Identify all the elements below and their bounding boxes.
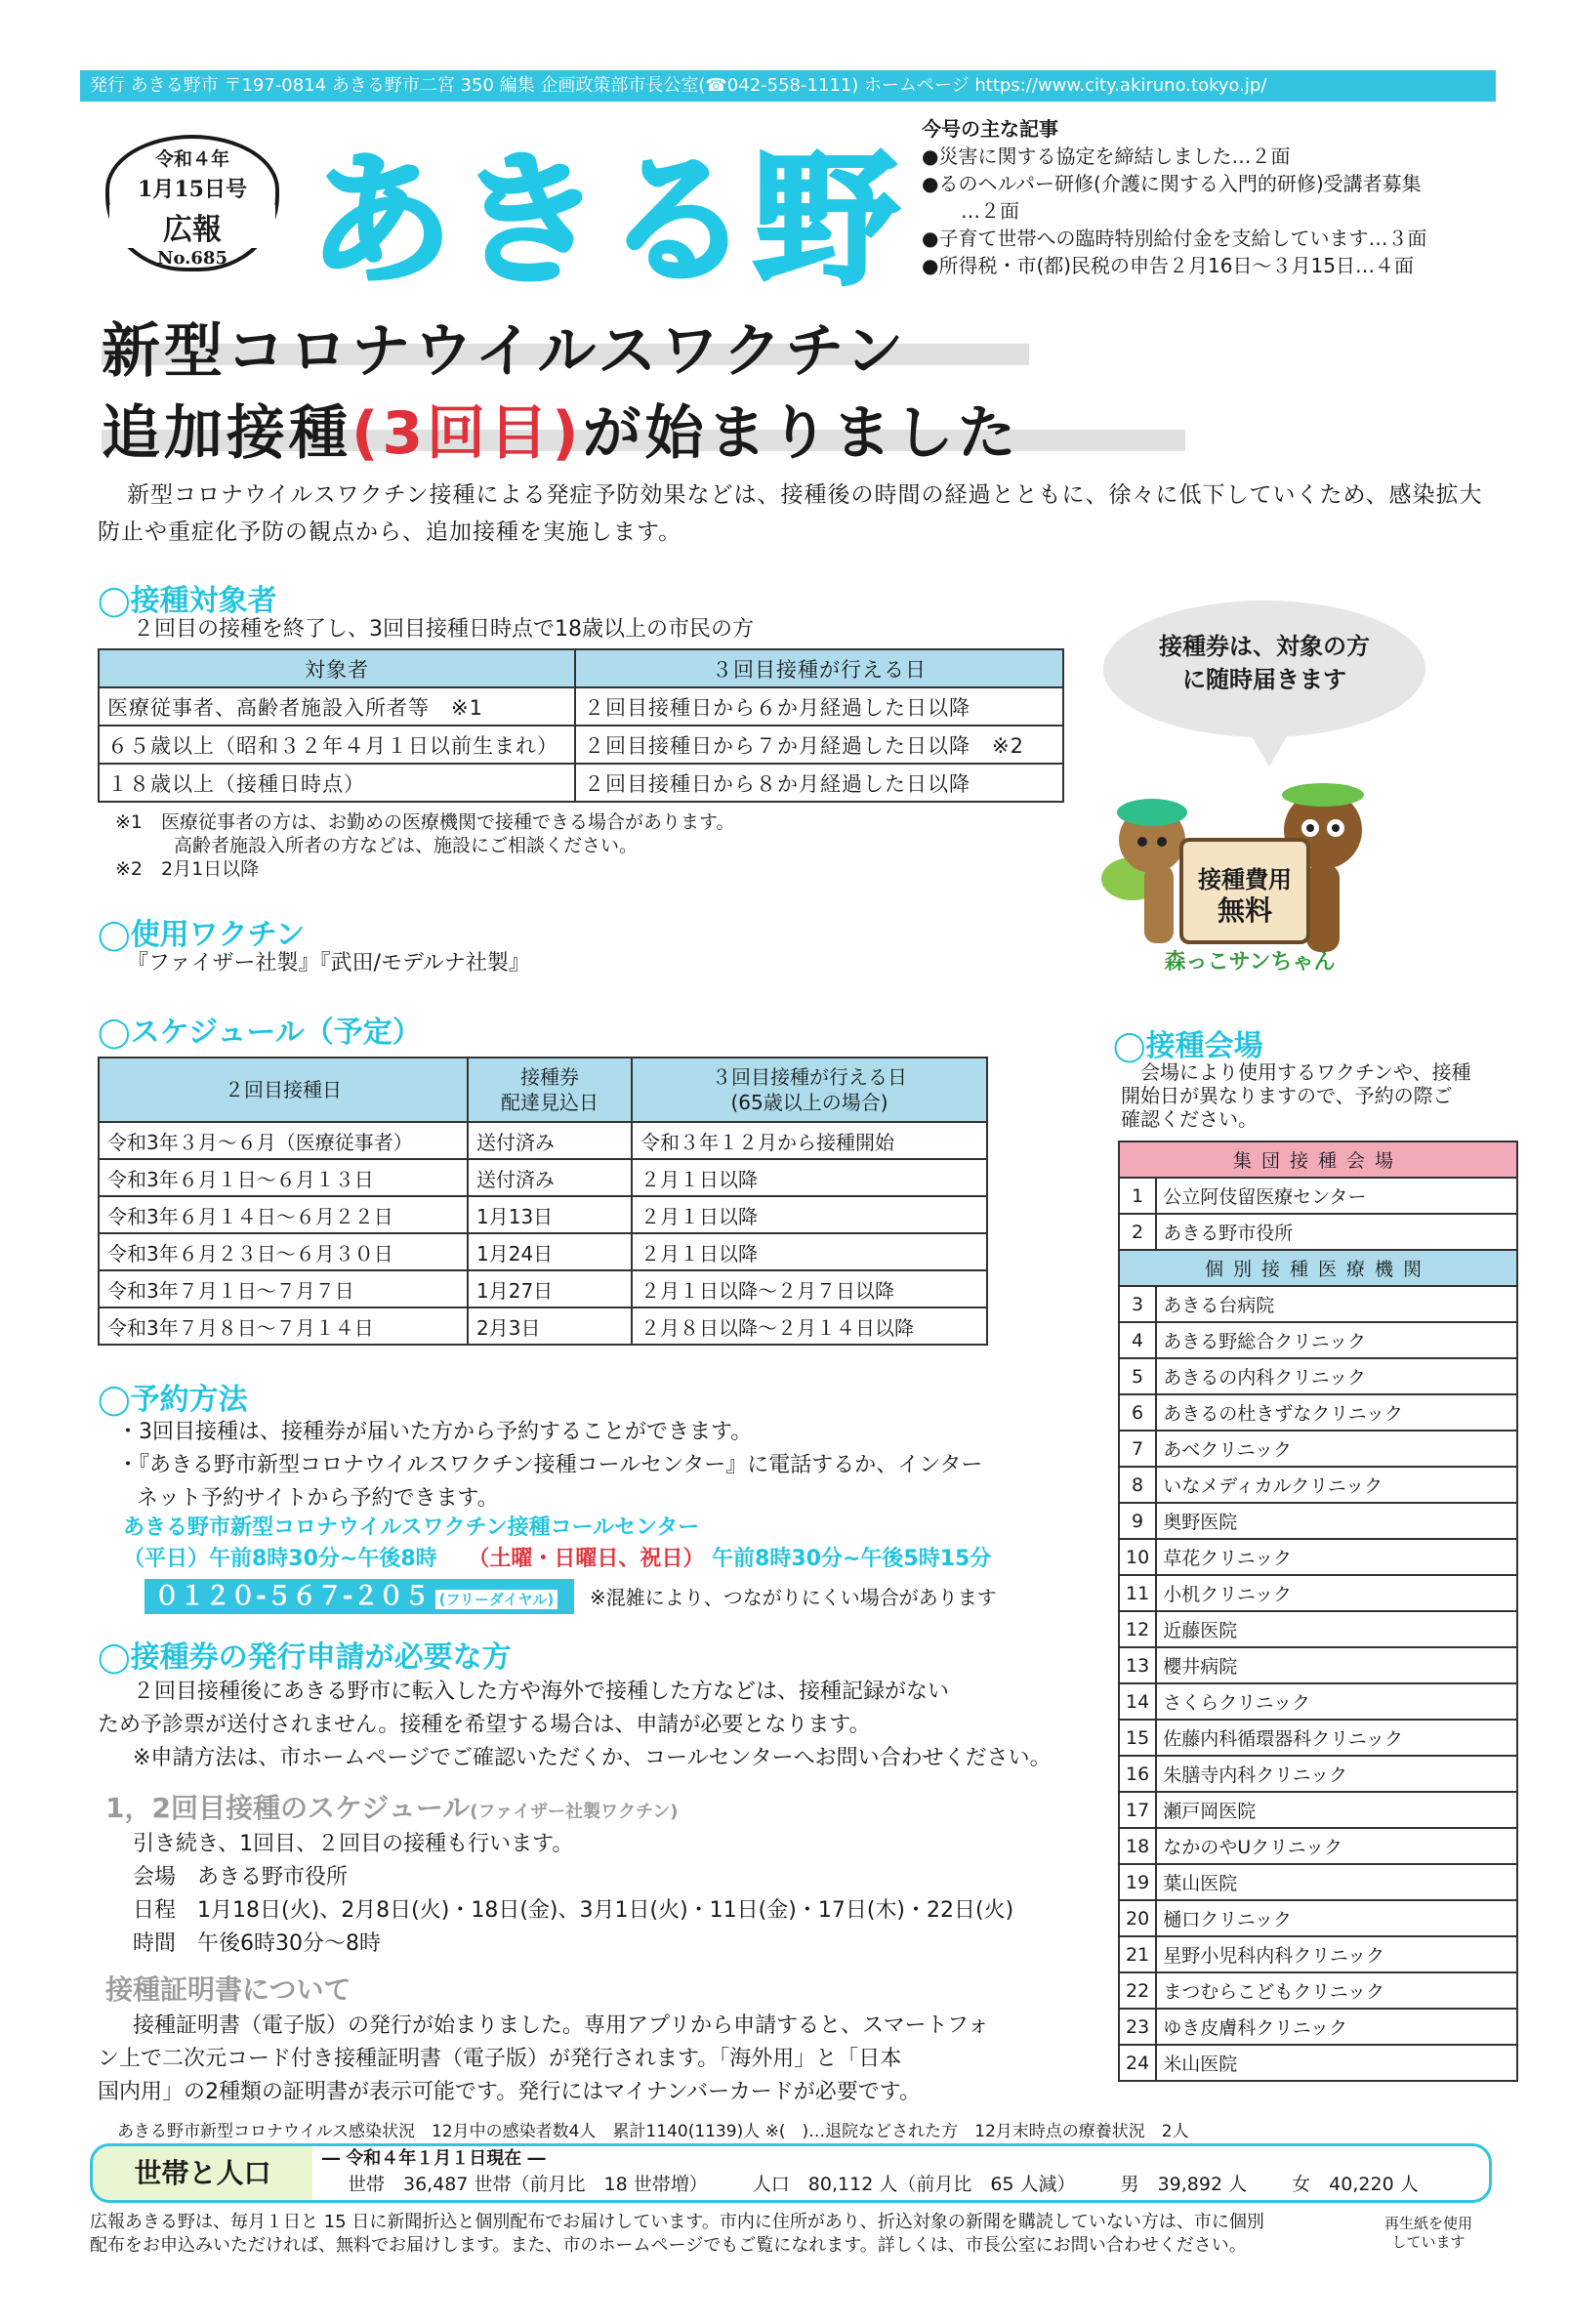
section-title-vaccine: ◯使用ワクチン xyxy=(98,918,306,952)
time-label: 時間 xyxy=(133,1931,177,1956)
venue-name: まつむらこどもクリニック xyxy=(1156,1972,1517,2009)
table-header: 接種券 配達見込日 xyxy=(468,1058,632,1122)
table-cell: 医療従事者、高齢者施設入所者等 ※1 xyxy=(99,687,575,726)
first-second-venue xyxy=(133,1861,348,1894)
phone-note: ※混雑により、つながりにくい場合があります xyxy=(590,1586,997,1609)
venue-number: 11 xyxy=(1119,1575,1156,1611)
table-cell: ２月１日以降 xyxy=(632,1233,987,1270)
table-row xyxy=(99,764,1063,802)
table-cell: 令和3年７月８日～７月１４日 xyxy=(99,1307,468,1345)
phone-number: ０１２０-５６７-２０５ xyxy=(154,1582,430,1611)
venue-number: 18 xyxy=(1119,1828,1156,1864)
table-cell: １８歳以上（接種日時点） xyxy=(99,764,575,802)
table-row xyxy=(99,687,1063,726)
table-cell: ２回目接種日から８か月経過した日以降 xyxy=(575,764,1063,802)
venue-row xyxy=(1119,1431,1517,1467)
venue-row xyxy=(1119,2045,1517,2081)
reserve-line: ・3回目接種は、接種券が届いた方から予約することができます。 xyxy=(117,1420,753,1444)
table-cell: 令和3年６月１日～６月１３日 xyxy=(99,1159,468,1196)
publisher-bar: 発行 あきる野市 〒197-0814 あきる野市二宮 350 編集 企画政策部市長公室(☎042-558-1111) ホームページ https://www.city.akiruno.tokyo.jp/ xyxy=(80,70,1496,102)
table-cell: 令和３年１２月から接種開始 xyxy=(632,1122,987,1159)
vaccine-text: 『ファイザー社製』『武田/モデルナ社製』 xyxy=(127,951,530,975)
venue-row xyxy=(1119,1828,1517,1864)
note: ※1 医療従事者の方は、お勤めの医療機関で接種できる場合があります。 xyxy=(115,811,735,833)
note: ※2 2月1日以降 xyxy=(115,858,260,880)
table-header-row xyxy=(99,649,1063,687)
reserve-line: ネット予約サイトから予約できます。 xyxy=(137,1486,499,1511)
table-cell: ２月８日以降～２月１４日以降 xyxy=(632,1307,987,1345)
contents-item: ●所得税・市(都)民税の申告２月16日～３月15日…４面 xyxy=(922,254,1414,277)
venue-row xyxy=(1119,1792,1517,1828)
certificate-line: 国内用」の2種類の証明書が表示可能です。発行にはマイナンバーカードが必要です。 xyxy=(98,2080,921,2104)
venue-row xyxy=(1119,1178,1517,1214)
venue-number: 21 xyxy=(1119,1936,1156,1972)
venue-name: あきる台病院 xyxy=(1156,1286,1517,1322)
sign-text: 接種費用 xyxy=(1198,866,1292,893)
bubble-text: に随時届きます xyxy=(1182,666,1346,693)
venue-name: あきる野市役所 xyxy=(1156,1214,1517,1250)
target-table xyxy=(98,648,1064,803)
section-title-target: ◯接種対象者 xyxy=(98,584,277,618)
venue-name: さくらクリニック xyxy=(1156,1683,1517,1720)
venues-desc-line: 開始日が異なりますので、予約の際ご xyxy=(1121,1084,1453,1107)
venues-description xyxy=(1121,1060,1471,1131)
venue-name: 櫻井病院 xyxy=(1156,1647,1517,1683)
venue-number: 23 xyxy=(1119,2009,1156,2045)
venue-row xyxy=(1119,1575,1517,1611)
venue-row xyxy=(1119,1503,1517,1539)
venue-row xyxy=(1119,1900,1517,1936)
contents-item: ●るのヘルパー研修(介護に関する入門的研修)受講者募集 xyxy=(922,172,1422,195)
table-cell: 1月13日 xyxy=(468,1196,632,1233)
venue-name: あきるの内科クリニック xyxy=(1156,1358,1517,1394)
venue-number: 24 xyxy=(1119,2045,1156,2081)
venue-number: 6 xyxy=(1119,1394,1156,1431)
table-row xyxy=(99,1307,987,1345)
mascot-illustration xyxy=(1084,771,1377,986)
table-row xyxy=(99,1122,987,1159)
certificate-line: 接種証明書（電子版）の発行が始まりました。専用アプリから申請すると、スマートフォ xyxy=(133,2013,989,2038)
recycled-paper-note xyxy=(1384,2215,1472,2252)
venue-row xyxy=(1119,1539,1517,1575)
section-title-schedule: ◯スケジュール（予定） xyxy=(98,1016,422,1050)
first-second-time xyxy=(133,1928,381,1961)
issue-number: No.685 xyxy=(157,248,227,269)
venue-row xyxy=(1119,1647,1517,1683)
venue-row xyxy=(1119,1394,1517,1431)
table-header-row xyxy=(99,1058,987,1122)
weekend-label: （土曜・日曜日、祝日） xyxy=(468,1547,705,1571)
contents-item: …２面 xyxy=(961,199,1019,223)
venue-name: 草花クリニック xyxy=(1156,1539,1517,1575)
table-cell: 令和3年６月１４日～６月２２日 xyxy=(99,1196,468,1233)
table-cell: 送付済み xyxy=(468,1122,632,1159)
first-second-date xyxy=(133,1894,1013,1928)
headline-part: が始まりました xyxy=(582,399,1020,468)
venue-name: 公立阿伎留医療センター xyxy=(1156,1178,1517,1214)
venue-name: なかのやUクリニック xyxy=(1156,1828,1517,1864)
contents-item: ●災害に関する協定を締結しました…２面 xyxy=(922,145,1291,168)
venue-row xyxy=(1119,1683,1517,1720)
venue-number: 8 xyxy=(1119,1467,1156,1503)
target-notes xyxy=(115,810,735,881)
issue-era: 令和４年 xyxy=(154,148,229,170)
first-second-heading: 1，2回目接種のスケジュール xyxy=(105,1792,471,1824)
first-second-subheading: (ファイザー社製ワクチン) xyxy=(470,1802,679,1822)
contents-item: ●子育て世帯への臨時特別給付金を支給しています…３面 xyxy=(922,227,1427,250)
venue-number: 17 xyxy=(1119,1792,1156,1828)
venue-name: 小机クリニック xyxy=(1156,1575,1517,1611)
headline-line1: 新型コロナウイルスワクチン xyxy=(102,317,908,386)
headline-line2 xyxy=(102,387,1020,471)
bubble-text: 接種券は、対象の方 xyxy=(1159,633,1370,660)
venue-name: 佐藤内科循環器科クリニック xyxy=(1156,1720,1517,1756)
table-cell: ２回目接種日から７か月経過した日以降 ※2 xyxy=(575,726,1063,764)
recycle-line: 再生紙を使用 xyxy=(1384,2215,1473,2232)
freedial-tag: (フリーダイヤル) xyxy=(435,1590,558,1609)
venue-number: 20 xyxy=(1119,1900,1156,1936)
recycle-line: しています xyxy=(1391,2233,1466,2251)
issue-badge xyxy=(105,135,279,271)
venue-row xyxy=(1119,1358,1517,1394)
venue-name: 朱膳寺内科クリニック xyxy=(1156,1756,1517,1792)
table-cell: 1月27日 xyxy=(468,1270,632,1307)
venues-table xyxy=(1118,1141,1518,2082)
venue-number: 9 xyxy=(1119,1503,1156,1539)
table-header: ３回目接種が行える日 (65歳以上の場合) xyxy=(632,1058,987,1122)
headline-part: 追加接種 xyxy=(102,399,351,468)
footer-notice xyxy=(90,2211,1264,2258)
venue-row xyxy=(1119,1972,1517,2009)
table-header: ３回目接種が行える日 xyxy=(575,649,1063,687)
venue-number: 22 xyxy=(1119,1972,1156,2009)
venue-name: 樋口クリニック xyxy=(1156,1900,1517,1936)
table-cell: 令和3年６月２３日～６月３０日 xyxy=(99,1233,468,1270)
venue-row xyxy=(1119,2009,1517,2045)
table-cell: 令和3年７月１日～７月７日 xyxy=(99,1270,468,1307)
people: 人口 80,112 人（前月比 65 人減） xyxy=(752,2174,1076,2195)
speech-bubble xyxy=(1103,601,1425,737)
table-row xyxy=(99,1270,987,1307)
certificate-title: 接種証明書について xyxy=(105,1973,351,2006)
issue-date: 1月15日号 xyxy=(138,177,247,202)
venue-name: 奥野医院 xyxy=(1156,1503,1517,1539)
venue-row xyxy=(1119,1720,1517,1756)
footer-line: 広報あきる野は、毎月１日と 15 日に新聞折込と個別配布でお届けしています。市内に住所があり、折込対象の新聞を購読していない方は、市に個別 xyxy=(90,2212,1264,2232)
time-value: 午後6時30分～8時 xyxy=(197,1931,382,1956)
table-header-row xyxy=(1119,1141,1517,1178)
masthead-title: あきる野 xyxy=(309,137,902,305)
venue-number: 13 xyxy=(1119,1647,1156,1683)
venue-value: あきる野市役所 xyxy=(197,1865,349,1889)
female: 女 40,220 人 xyxy=(1292,2174,1419,2195)
venue-number: 2 xyxy=(1119,1214,1156,1250)
male: 男 39,892 人 xyxy=(1120,2174,1248,2195)
venue-row xyxy=(1119,1864,1517,1900)
table-header: ２回目接種日 xyxy=(99,1058,468,1122)
footer-line: 配布をお申込みいただければ、無料でお届けします。また、市のホームページでもご覧になれます。詳しくは、市長公室にお問い合わせください。 xyxy=(90,2235,1247,2256)
intro-paragraph: 新型コロナウイルスワクチン接種による発症予防効果などは、接種後の時間の経過とともに、徐々に低下していくため、感染拡大防止や重症化予防の観点から、追加接種を実施します。 xyxy=(98,482,1483,545)
sign-text: 無料 xyxy=(1217,894,1272,927)
venue-row xyxy=(1119,1756,1517,1792)
venue-row xyxy=(1119,1214,1517,1250)
date-value: 1月18日(火)、2月8日(火)・18日(金)、3月1日(火)・11日(金)・17日(木)・22日(火) xyxy=(197,1898,1014,1923)
phone-number-link[interactable] xyxy=(145,1579,574,1614)
table-cell: ２回目接種日から６か月経過した日以降 xyxy=(575,687,1063,726)
venue-name: あきるの杜きずなクリニック xyxy=(1156,1394,1517,1431)
venue-label: 会場 xyxy=(133,1865,177,1889)
table-row xyxy=(99,1159,987,1196)
venue-name: 星野小児科内科クリニック xyxy=(1156,1936,1517,1972)
section-title-reservation: ◯予約方法 xyxy=(98,1383,248,1417)
contents-list xyxy=(922,115,1507,279)
infection-status: あきる野市新型コロナウイルス感染状況 12月中の感染者数4人 累計1140(1139)人 ※( )…退院などされた方 12月末時点の療養状況 2人 xyxy=(117,2122,1189,2141)
venue-name: 瀬戸岡医院 xyxy=(1156,1792,1517,1828)
venue-number: 5 xyxy=(1119,1358,1156,1394)
schedule-table xyxy=(98,1057,988,1346)
table-row xyxy=(99,1196,987,1233)
first-second-title xyxy=(105,1787,679,1826)
date-label: 日程 xyxy=(133,1898,177,1923)
venue-name: あべクリニック xyxy=(1156,1431,1517,1467)
weekend-hours: 午前8時30分~午後5時15分 xyxy=(712,1547,992,1571)
headline-highlight: (3回目) xyxy=(351,399,583,468)
venue-number: 3 xyxy=(1119,1286,1156,1322)
population-figures xyxy=(348,2170,1419,2196)
venue-row xyxy=(1119,1286,1517,1322)
venue-number: 12 xyxy=(1119,1611,1156,1647)
table-row xyxy=(99,1233,987,1270)
reissue-line: ２回目接種後にあきる野市に転入した方や海外で接種した方などは、接種記録がない xyxy=(133,1680,950,1704)
first-second-line: 引き続き、1回目、２回目の接種も行います。 xyxy=(133,1832,574,1856)
table-cell: ２月１日以降 xyxy=(632,1159,987,1196)
venue-name: 葉山医院 xyxy=(1156,1864,1517,1900)
table-cell: ６５歳以上（昭和３２年４月１日以前生まれ） xyxy=(99,726,575,764)
venue-number: 1 xyxy=(1119,1178,1156,1214)
venue-number: 10 xyxy=(1119,1539,1156,1575)
table-cell: ２月１日以降～２月７日以降 xyxy=(632,1270,987,1307)
table-cell: ２月１日以降 xyxy=(632,1196,987,1233)
call-center-name: あきる野市新型コロナウイルスワクチン接種コールセンター xyxy=(123,1515,700,1540)
venue-number: 16 xyxy=(1119,1756,1156,1792)
table-cell: 2月3日 xyxy=(468,1307,632,1345)
population-asof: ― 令和４年１月１日現在 ― xyxy=(322,2148,546,2169)
table-cell: 1月24日 xyxy=(468,1233,632,1270)
group-venues-header: 集団接種会場 xyxy=(1119,1141,1517,1178)
table-cell: 送付済み xyxy=(468,1159,632,1196)
venue-row xyxy=(1119,1322,1517,1358)
population-label: 世帯と人口 xyxy=(93,2146,312,2200)
note: 高齢者施設入所者の方などは、施設にご相談ください。 xyxy=(174,835,639,856)
table-header: 対象者 xyxy=(99,649,575,687)
reissue-line: ため予診票が送付されません。接種を希望する場合は、申請が必要となります。 xyxy=(98,1713,871,1737)
section-title-venues: ◯接種会場 xyxy=(1113,1029,1263,1063)
target-description: ２回目の接種を終了し、3回目接種日時点で18歳以上の市民の方 xyxy=(133,617,754,642)
venue-name: ゆき皮膚科クリニック xyxy=(1156,2009,1517,2045)
weekday-hours: （平日）午前8時30分~午後8時 xyxy=(123,1547,437,1571)
table-row xyxy=(99,726,1063,764)
venue-number: 7 xyxy=(1119,1431,1156,1467)
table-header-row xyxy=(1119,1250,1517,1286)
call-center-hours xyxy=(123,1543,991,1576)
individual-venues-header: 個別接種医療機関 xyxy=(1119,1250,1517,1286)
reserve-line: ・『あきる野市新型コロナウイルスワクチン接種コールセンター』に電話するか、インター xyxy=(117,1453,983,1477)
venues-desc-line: 確認ください。 xyxy=(1121,1107,1258,1131)
venue-number: 19 xyxy=(1119,1864,1156,1900)
issue-label: 広報 xyxy=(109,205,275,248)
mascot-name: 森っこサンちゃん xyxy=(1164,950,1336,975)
mascot-sign xyxy=(1181,864,1308,927)
venues-desc-line: 会場により使用するワクチンや、接種 xyxy=(1140,1060,1471,1084)
venue-name: いなメディカルクリニック xyxy=(1156,1467,1517,1503)
venue-number: 15 xyxy=(1119,1720,1156,1756)
certificate-line: ン上で二次元コード付き接種証明書（電子版）が発行されます。「海外用」と「日本 xyxy=(98,2047,902,2071)
venue-number: 14 xyxy=(1119,1683,1156,1720)
venue-row xyxy=(1119,1611,1517,1647)
venue-name: 近藤医院 xyxy=(1156,1611,1517,1647)
venue-number: 4 xyxy=(1119,1322,1156,1358)
venue-name: あきる野総合クリニック xyxy=(1156,1322,1517,1358)
venue-name: 米山医院 xyxy=(1156,2045,1517,2081)
reissue-line: ※申請方法は、市ホームページでご確認いただくか、コールセンターへお問い合わせください。 xyxy=(133,1746,1052,1770)
contents-heading: 今号の主な記事 xyxy=(922,117,1058,141)
venue-row xyxy=(1119,1936,1517,1972)
table-cell: 令和3年３月～６月（医療従事者） xyxy=(99,1122,468,1159)
section-title-reissue: ◯接種券の発行申請が必要な方 xyxy=(98,1640,512,1675)
venue-row xyxy=(1119,1467,1517,1503)
households: 世帯 36,487 世帯（前月比 18 世帯増） xyxy=(348,2174,708,2195)
